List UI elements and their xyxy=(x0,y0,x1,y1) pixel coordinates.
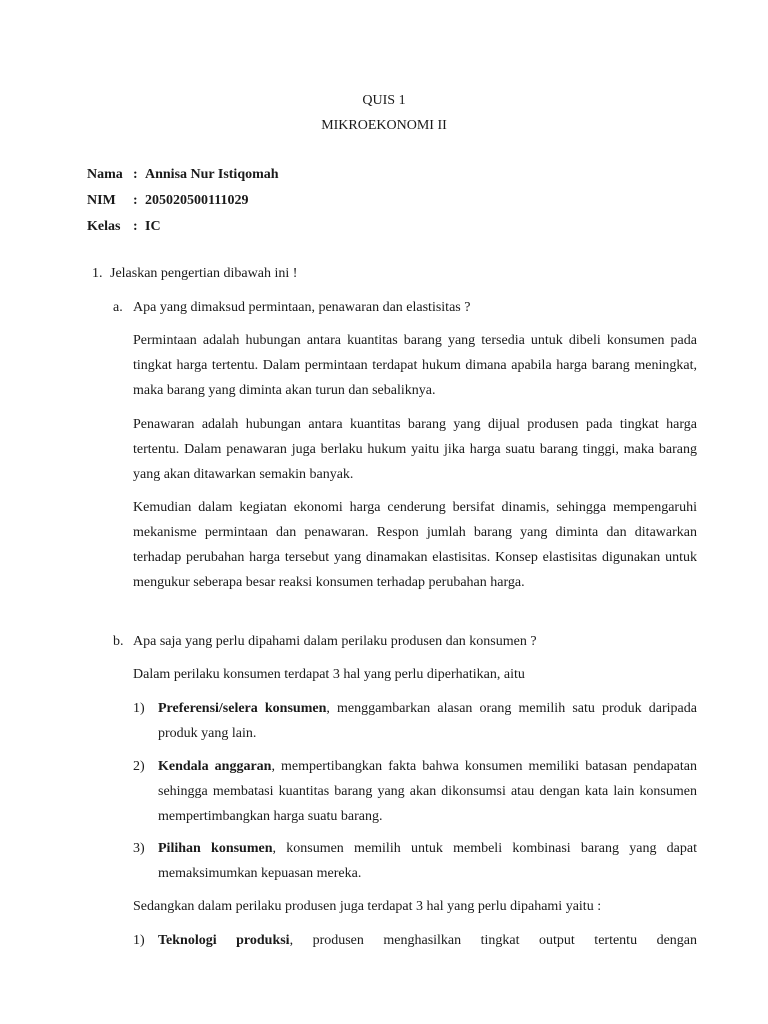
nim-label: NIM xyxy=(87,193,116,208)
answer-1a-paragraph-3: Kemudian dalam kegiatan ekonomi harga cenderung bersifat dinamis, sehingga mempengaruhi mekanisme permintaan dan penawaran. Respon jumlah barang yang diminta dan ditawarkan terhadap perubahan harga tersebut yang dinamakan elastisitas. Konsep elastisitas digunakan untuk mengukur seberapa besar reaksi konsumen terhadap perubahan harga. xyxy=(133,500,697,590)
consumer-item-3-term: Pilihan konsumen xyxy=(158,841,273,856)
nim-separator: : xyxy=(133,193,138,208)
consumer-item-1-body xyxy=(158,696,697,746)
question-1 xyxy=(92,264,297,284)
consumer-item-3 xyxy=(133,836,697,886)
document-title: QUIS 1 xyxy=(362,93,406,108)
consumer-item-3-desc: , konsumen memilih untuk membeli kombinasi barang yang dapat memaksimumkan kepuasan mereka. xyxy=(158,841,698,881)
consumer-item-1 xyxy=(133,696,697,746)
document-header xyxy=(0,88,768,138)
student-class-row xyxy=(87,214,279,240)
consumer-item-1-term: Preferensi/selera konsumen xyxy=(158,701,327,716)
question-1b-text: Apa saja yang perlu dipahami dalam perilaku produsen dan konsumen ? xyxy=(133,634,537,649)
class-label: Kelas xyxy=(87,219,121,234)
nim-value: 205020500111029 xyxy=(145,193,249,208)
student-info xyxy=(87,162,279,240)
name-label: Nama xyxy=(87,167,123,182)
producer-item-1-number: 1) xyxy=(133,933,145,948)
consumer-item-2-desc: , mempertibangkan fakta bahwa konsumen memiliki batasan pendapatan sehingga membatasi kuantitas barang yang akan dikonsumsi atau dengan kata lain konsumen mempertimbangkan harga suatu barang. xyxy=(158,759,698,824)
question-1b xyxy=(113,632,537,652)
consumer-item-1-number: 1) xyxy=(133,701,145,716)
consumer-item-2-number: 2) xyxy=(133,759,145,774)
answer-1b-intro-2: Sedangkan dalam perilaku produsen juga terdapat 3 hal yang perlu dipahami yaitu : xyxy=(133,899,602,914)
consumer-item-2-body xyxy=(158,754,697,829)
question-1-text: Jelaskan pengertian dibawah ini ! xyxy=(110,266,298,281)
question-1a-letter: a. xyxy=(113,300,123,315)
producer-item-1-body xyxy=(158,928,697,953)
question-1-number: 1. xyxy=(92,266,103,281)
answer-1b-intro: Dalam perilaku konsumen terdapat 3 hal yang perlu diperhatikan, aitu xyxy=(133,667,525,682)
consumer-item-3-number: 3) xyxy=(133,841,145,856)
consumer-item-2 xyxy=(133,754,697,829)
class-separator: : xyxy=(133,219,138,234)
consumer-item-3-body xyxy=(158,836,697,886)
question-1a xyxy=(113,298,470,318)
class-value: IC xyxy=(145,219,161,234)
consumer-item-2-term: Kendala anggaran xyxy=(158,759,272,774)
consumer-item-1-desc: , menggambarkan alasan orang memilih satu produk daripada produk yang lain. xyxy=(158,701,697,741)
name-separator: : xyxy=(133,167,138,182)
producer-item-1-desc: , produsen menghasilkan tingkat output tertentu dengan xyxy=(289,933,697,948)
document-subtitle: MIKROEKONOMI II xyxy=(321,118,447,133)
student-nim-row xyxy=(87,188,279,214)
answer-1a-paragraph-2: Penawaran adalah hubungan antara kuantitas barang yang dijual produsen pada tingkat harga tertentu. Dalam penawaran juga berlaku hukum yaitu jika harga suatu barang tinggi, maka barang yang akan ditawarkan semakin banyak. xyxy=(133,417,697,482)
student-name-row xyxy=(87,162,279,188)
name-value: Annisa Nur Istiqomah xyxy=(145,167,279,182)
answer-1a-paragraph-1: Permintaan adalah hubungan antara kuantitas barang yang tersedia untuk dibeli konsumen pada tingkat harga tertentu. Dalam permintaan terdapat hukum dimana apabila harga barang meningkat, maka barang yang diminta akan turun dan sebaliknya. xyxy=(133,333,697,398)
producer-item-1 xyxy=(133,928,697,953)
question-1a-text: Apa yang dimaksud permintaan, penawaran dan elastisitas ? xyxy=(133,300,471,315)
producer-item-1-term: Teknologi produksi xyxy=(158,933,290,948)
question-1b-letter: b. xyxy=(113,634,124,649)
